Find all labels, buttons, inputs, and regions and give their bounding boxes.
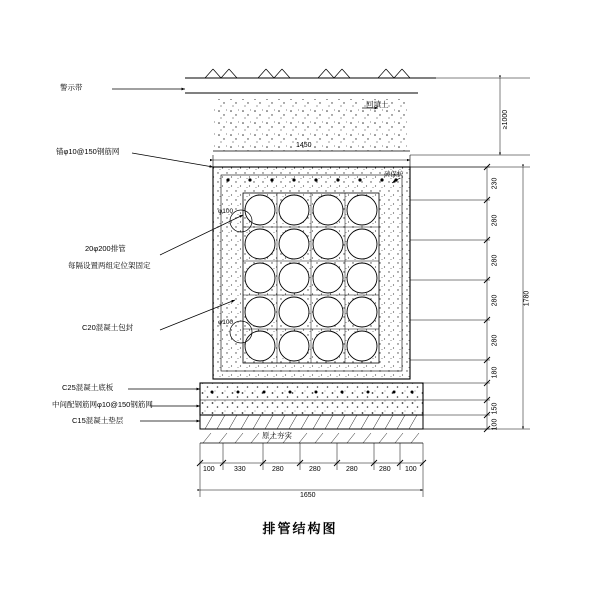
dim-right-1: 280: [491, 214, 499, 227]
label-mesh-top: 锚φ10@150钢筋网: [56, 147, 120, 156]
dim-bottom-1: 330: [234, 466, 246, 473]
dim-bottom-0: 100: [203, 466, 215, 473]
dim-bottom-3: 280: [309, 466, 321, 473]
dim-bottom-width: 1650: [300, 492, 316, 499]
label-subgrade: 原土夯实: [262, 431, 292, 440]
dim-bottom-5: 280: [379, 466, 391, 473]
dim-right-4: 280: [491, 334, 499, 347]
dim-right-3: 280: [491, 294, 499, 307]
label-duct-group: 20φ200排管: [85, 244, 126, 253]
dim-right-7: 100: [491, 418, 499, 431]
label-pipe-dia-lower: φ100: [218, 319, 234, 326]
label-duct-fix: 每隔设置两组定位架固定: [68, 261, 151, 270]
label-brick-protect: 砖保护: [384, 171, 404, 178]
dim-cover-depth: ≥1000: [502, 109, 510, 130]
label-cushion: C15混凝土垫层: [72, 416, 124, 425]
dim-total-height: 1780: [523, 290, 531, 307]
dim-bottom-6: 100: [405, 466, 417, 473]
dim-right-5: 180: [491, 366, 499, 379]
dim-right-6: 150: [491, 402, 499, 415]
dim-right-0: 230: [491, 177, 499, 190]
label-warning-tape: 警示带: [60, 83, 83, 92]
label-base-slab: C25混凝土底板: [62, 383, 114, 392]
label-concrete-encase: C20混凝土包封: [82, 323, 134, 332]
drawing-title: 排管结构图: [262, 521, 338, 536]
dim-bottom-4: 280: [346, 466, 358, 473]
dim-top-width: 1450: [296, 142, 312, 149]
dim-bottom-2: 280: [272, 466, 284, 473]
label-backfill: 回填土: [366, 100, 389, 109]
label-mesh-mid: 中间配钢筋网φ10@150钢筋网: [52, 400, 153, 409]
label-pipe-dia-upper: φ100: [218, 208, 234, 215]
dim-right-2: 280: [491, 254, 499, 267]
